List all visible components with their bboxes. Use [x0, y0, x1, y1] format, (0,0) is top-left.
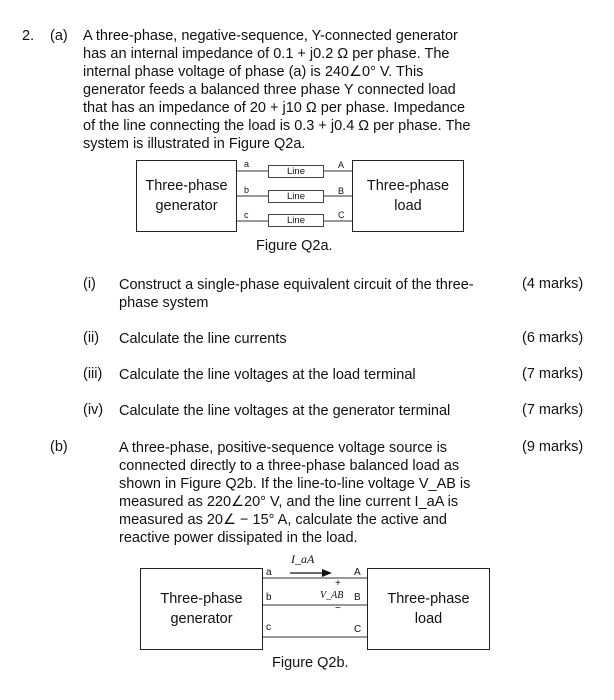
part-b-line: measured as 20∠ − 15° A, calculate the active and — [119, 512, 447, 528]
node-a: a — [266, 567, 272, 578]
voltage-plus: + — [335, 578, 341, 589]
part-b-marks: (9 marks) — [522, 439, 584, 455]
node-A: A — [354, 567, 361, 578]
line-label-b: Line — [268, 190, 324, 203]
subpart-line: phase system — [119, 295, 209, 311]
figure-q2a-caption: Figure Q2a. — [256, 238, 333, 254]
node-c: c — [244, 210, 249, 220]
generator-label-1: Three-phase — [145, 178, 228, 194]
subpart-marks: (7 marks) — [522, 366, 584, 382]
node-B: B — [354, 592, 361, 603]
subpart-label: (ii) — [83, 330, 100, 346]
node-c: c — [266, 622, 271, 633]
subpart-marks: (7 marks) — [522, 402, 584, 418]
node-a: a — [244, 159, 250, 169]
load-label-1: Three-phase — [366, 178, 450, 194]
subpart-label: (iv) — [83, 402, 104, 418]
load-label-1: Three-phase — [387, 591, 470, 607]
voltage-label: V_AB — [320, 590, 344, 601]
part-b-line: measured as 220∠20° V, and the line current I_aA is — [119, 494, 459, 510]
part-a-line: has an internal impedance of 0.1 + j0.2 Ω per phase. The — [83, 46, 450, 62]
generator-box-b — [140, 568, 263, 650]
line-label-c: Line — [268, 214, 324, 227]
generator-label-2: generator — [155, 198, 218, 214]
load-label-2: load — [414, 611, 443, 627]
part-b-line: reactive power dissipated in the load. — [119, 530, 358, 546]
node-b: b — [266, 592, 272, 603]
part-b-label: (b) — [50, 439, 68, 455]
voltage-minus: − — [335, 603, 341, 614]
generator-label-1: Three-phase — [160, 591, 243, 607]
figure-q2b-caption: Figure Q2b. — [272, 655, 349, 671]
generator-label-2: generator — [170, 611, 233, 627]
part-a-line: that has an impedance of 20 + j10 Ω per phase. Impedance — [83, 100, 466, 116]
node-A: A — [338, 160, 345, 170]
subpart-marks: (6 marks) — [522, 330, 584, 346]
part-b-line: shown in Figure Q2b. If the line-to-line voltage V_AB is — [119, 476, 471, 492]
subpart-line: Calculate the line voltages at the load terminal — [119, 367, 416, 383]
node-B: B — [338, 186, 345, 196]
question-number: 2. — [22, 28, 35, 44]
subpart-line: Calculate the line currents — [119, 331, 287, 347]
subpart-marks: (4 marks) — [522, 276, 584, 292]
node-b: b — [244, 185, 250, 195]
part-a-line: generator feeds a balanced three phase Y connected load — [83, 82, 456, 98]
part-b-line: connected directly to a three-phase balanced load as — [119, 458, 460, 474]
subpart-line: Calculate the line voltages at the generator terminal — [119, 403, 451, 419]
current-arrow-head — [322, 569, 332, 577]
load-label-2: load — [394, 198, 422, 214]
node-C: C — [354, 624, 362, 635]
part-a-line: internal phase voltage of phase (a) is 240∠0° V. This — [83, 64, 424, 80]
part-a-line: of the line connecting the load is 0.3 + j0.4 Ω per phase. The — [83, 118, 471, 134]
part-a-line: A three-phase, negative-sequence, Y-connected generator — [83, 28, 458, 44]
part-b-line: A three-phase, positive-sequence voltage source is — [119, 440, 448, 456]
current-label: I_aA — [291, 552, 315, 566]
node-C: C — [338, 210, 345, 220]
subpart-line: Construct a single-phase equivalent circuit of the three- — [119, 277, 474, 293]
part-a-line: system is illustrated in Figure Q2a. — [83, 136, 306, 152]
subpart-label: (i) — [83, 276, 96, 292]
load-box-b — [367, 568, 490, 650]
part-a-label: (a) — [50, 28, 68, 44]
subpart-label: (iii) — [83, 366, 103, 382]
line-label-a: Line — [268, 165, 324, 178]
